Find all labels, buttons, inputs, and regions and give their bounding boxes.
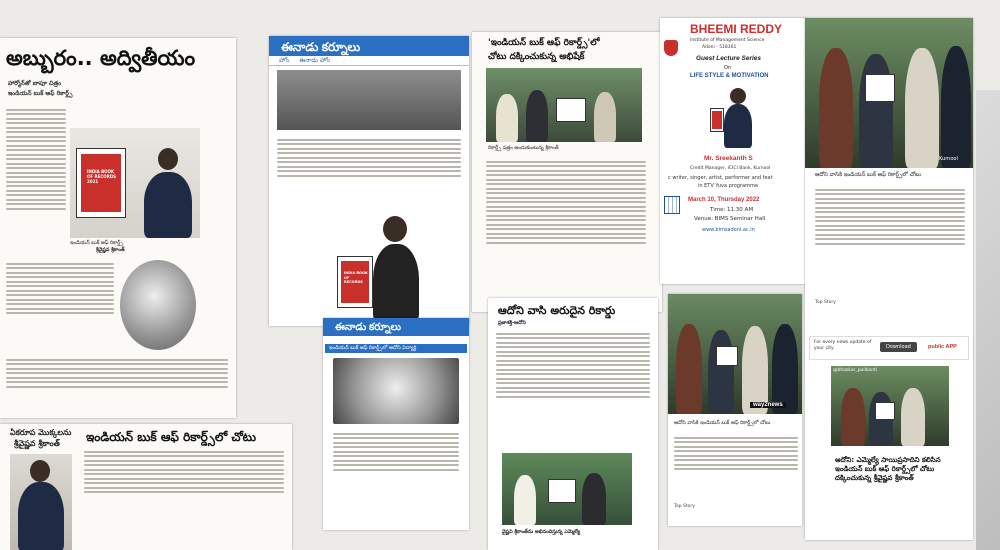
clipping-3-body	[486, 158, 646, 246]
clipping-5-caption2: ఆదోని: ఎమ్మెల్యే సాయిప్రసాదిని కలిసిన ఇండియన్ బుక్ ఆఫ్ రికార్డ్స్‌లో చోటు దక్కించుకున్న శ్రీవైష్ణవ శ్రీకాంత్	[835, 456, 941, 482]
poster-on: On	[724, 65, 732, 71]
clipping-2-body	[277, 136, 461, 179]
clipping-1-photo	[70, 128, 200, 238]
poster-role1: Credit Manager, ICICI Bank, Kurnool	[690, 166, 771, 171]
ad-brand: public APP	[928, 344, 957, 350]
clipping-5-handle: @bhaskar_pulikanti	[833, 368, 878, 373]
poster-web[interactable]: www.bimsadoni.ac.in	[702, 227, 755, 233]
news-clipping-6	[323, 318, 469, 530]
clipping-1-headline: అబ్బురం.. అద్వితీయం	[6, 46, 196, 70]
clipping-8-photo	[668, 294, 802, 414]
clipping-8-caption: ఆదోని వాసికి ఇండియన్ బుక్ ఆఫ్ రికార్డ్స్‌లో చోటు	[674, 420, 771, 426]
eenadu-header-2	[323, 318, 469, 336]
eenadu-nav	[269, 56, 469, 66]
clipping-5-body	[815, 186, 965, 247]
ad-banner	[809, 336, 969, 360]
eenadu-logo: ఈనాడు కర్నూలు	[281, 40, 361, 54]
clipping-9-kicker: ఏకరూప మొక్కలను	[10, 428, 72, 437]
clipping-2-photo	[329, 206, 429, 322]
clipping-9-kicker2: శ్రీవైష్ణవ శ్రీకాంత్	[14, 439, 60, 448]
news-clipping-1	[0, 38, 236, 418]
ad-download-button[interactable]: Download	[880, 342, 917, 352]
record-book-image: INDIA BOOK OF RECORDS	[337, 256, 373, 308]
clipping-6-body	[333, 430, 459, 473]
calendar-icon	[664, 196, 680, 214]
news-clipping-8	[668, 294, 802, 526]
clipping-7-photo	[502, 453, 632, 525]
poster-venue: Venue: BIMS Seminar Hall	[694, 216, 766, 222]
clipping-6-headline: ఇండియన్ బుక్ ఆఫ్ రికార్డ్స్‌లో ఆదోని విద్యార్థి	[325, 344, 467, 353]
clipping-1-caption1: ఇండియన్ బుక్ ఆఫ్ రికార్డ్స్	[70, 240, 124, 246]
gandhi-sketch-image-2	[333, 358, 459, 424]
clipping-5-topstory: Top Story	[815, 300, 836, 305]
clipping-3-headline: 'ఇండియన్ బుక్ ఆఫ్ రికార్డ్స్'లో	[488, 38, 600, 48]
decorative-shape	[976, 90, 1000, 550]
clipping-9-body	[84, 448, 284, 496]
poster-topic: LIFE STYLE & MOTIVATION	[690, 73, 769, 79]
clipping-8-topstory: Top Story	[674, 504, 695, 509]
eenadu-logo-2: ఈనాడు కర్నూలు	[335, 322, 402, 333]
news-clipping-2	[269, 36, 469, 326]
way2news-logo: way2news	[750, 402, 786, 408]
nav-city[interactable]: ఈనాడు హోం	[299, 57, 331, 64]
ad-text: For every news update of your city	[814, 340, 872, 351]
clipping-3-photo	[486, 68, 642, 142]
poster-series: Guest Lecture Series	[696, 55, 762, 62]
poster-institute: Institute of Management Science	[690, 38, 765, 43]
clipping-5-channel: Kurnool	[939, 156, 958, 162]
clipping-7-dateline: ప్రజాశక్తి-ఆదోని	[498, 320, 526, 326]
clipping-1-body2	[6, 260, 114, 317]
clipping-5-photo2	[831, 366, 949, 446]
news-clipping-3	[472, 32, 662, 312]
clipping-1-body3	[6, 356, 228, 390]
poster-college: BHEEMI REDDY	[690, 22, 783, 36]
college-logo-icon	[664, 40, 678, 56]
news-clipping-5	[805, 18, 973, 540]
clipping-1-caption2: శ్రీవైష్ణవ శ్రీకాంత్	[96, 247, 125, 253]
poster-place: Adoni - 518301	[702, 45, 737, 50]
clipping-3-headline2: చోటు దక్కించుకున్న అభిషేక్	[488, 52, 585, 62]
clipping-7-caption: వైష్ణవి శ్రీకాంత్‌ను అభినందిస్తున్న ఎమ్మెల్యే	[502, 529, 581, 535]
clipping-7-headline: ఆదోని వాసి అరుదైన రికార్డు	[498, 304, 616, 317]
gandhi-sketch-image	[120, 260, 196, 350]
clipping-1-sub2: ఇండియన్ బుక్ ఆఫ్ రికార్డ్స్	[8, 90, 73, 97]
poster-name: Mr. Sreekanth S	[704, 155, 753, 162]
poster-role2: c writer, singer, artist, performer and feat	[668, 175, 773, 181]
clipping-3-caption: రికార్డ్స్ పత్రం అందుకుంటున్న శ్రీకాంత్	[488, 145, 559, 151]
eenadu-header	[269, 36, 469, 56]
clipping-5-photo	[805, 18, 973, 168]
news-clipping-9	[0, 424, 292, 550]
clipping-9-photo	[10, 454, 72, 550]
clipping-2-top-image	[277, 70, 461, 130]
poster-time: Time: 11.30 AM	[710, 207, 754, 213]
poster-role3: in ETV Yuva programme	[698, 183, 758, 189]
clipping-1-body	[6, 106, 66, 212]
record-book-image: INDIA BOOK OF RECORDS 2021	[76, 148, 126, 218]
clipping-8-body	[674, 434, 798, 473]
clipping-1-sub1: హార్మోన్‌తో బాపూ చిత్రం	[8, 80, 62, 87]
clipping-5-caption: ఆదోని వాసికి ఇండియన్ బుక్ ఆఫ్ రికార్డ్స్‌లో చోటు	[815, 172, 921, 178]
speaker-photo	[710, 84, 756, 148]
nav-home[interactable]: హోం	[279, 57, 290, 64]
guest-lecture-poster	[660, 18, 806, 284]
news-clipping-7	[488, 298, 658, 550]
clipping-9-headline: ఇండియన్ బుక్ ఆఫ్ రికార్డ్స్‌లో చోటు	[86, 430, 256, 444]
poster-date: March 10, Thursday 2022	[688, 197, 760, 203]
clipping-7-body	[496, 330, 650, 400]
